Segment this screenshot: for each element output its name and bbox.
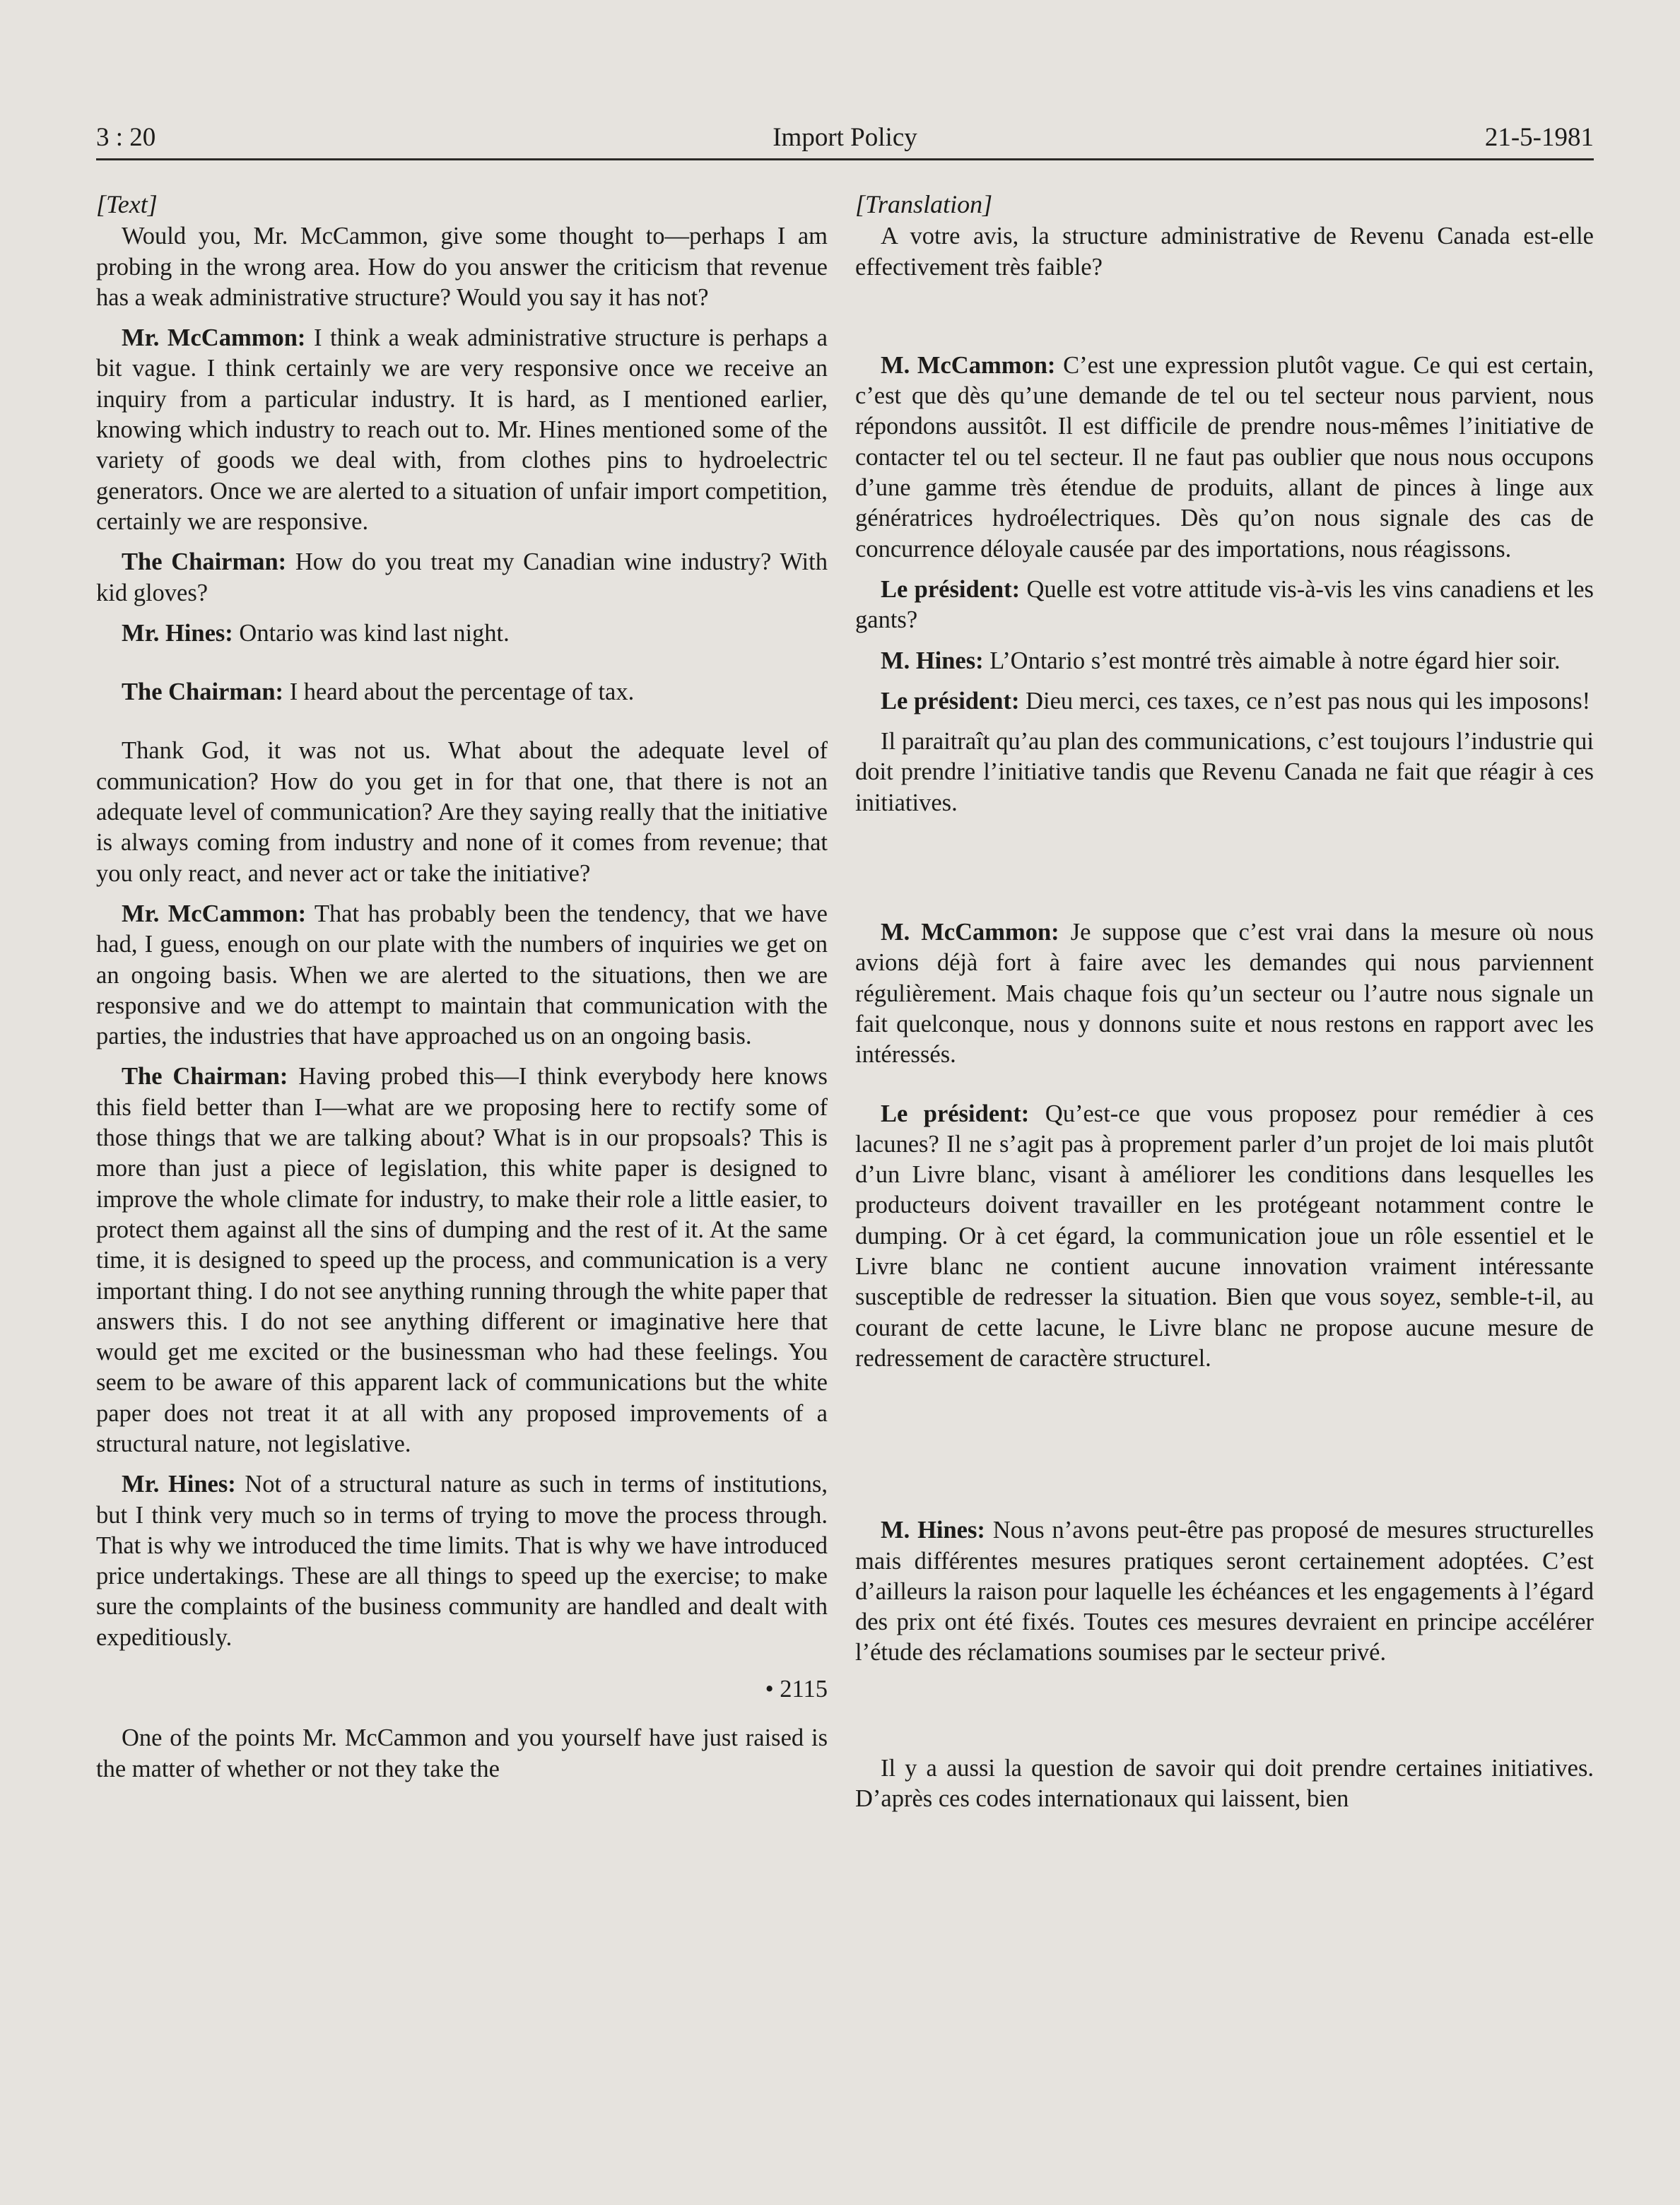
paragraph: Mr. Hines: Not of a structural nature as such in terms of institutions, but I think very much so in terms of trying to move the process through. That is why we introduced the time limits. That is why we have introduced price undertakings. These are all things to speed up the exercise; to make sure the complaints of the business community are handled and dealt with expeditiously. bbox=[96, 1471, 828, 1651]
paragraph: One of the points Mr. McCammon and you yourself have just raised is the matter of whether or not they take the bbox=[96, 1724, 828, 1782]
paragraph: Mr. McCammon: That has probably been the tendency, that we have had, I guess, enough on our plate with the numbers of inquiries we get on an ongoing basis. When we are alerted to the situations, then we are responsive and we do attempt to maintain that communication with the parties, the industries that have approached us on an ongoing basis. bbox=[96, 900, 828, 1050]
speaker-name: Mr. Hines: bbox=[122, 619, 233, 647]
column-label-french: [Translation] bbox=[855, 190, 993, 218]
paragraph: M. McCammon: C’est une expression plutôt vague. Ce qui est certain, c’est que dès qu’une demande de tel ou tel secteur nous parvient, nous répondons aussitôt. Il est difficile de prendre nous-mêmes l’initiative de contacter tel ou tel secteur. Il ne faut pas oublier que nous nous occupons d’une gamme très étendue de produits, allant de pinces à linge aux génératrices hydroélectriques. Dès qu’on nous signale des cas de concurrence déloyale causée par des importations, nous réagissons. bbox=[855, 351, 1594, 563]
speaker-name: M. McCammon: bbox=[881, 919, 1059, 946]
paragraph: Le président: Dieu merci, ces taxes, ce n’est pas nous qui les imposons! bbox=[881, 687, 1591, 715]
page-header bbox=[96, 119, 1594, 160]
paragraph: M. McCammon: Je suppose que c’est vrai dans la mesure où nous avions déjà fort à faire avec les demandes qui nous parviennent régulièrement. Mais chaque fois qu’un secteur ou l’autre nous signale un fait quelconque, nous y donnons suite et nous restons en rapport avec les intéressés. bbox=[855, 919, 1594, 1069]
french-column bbox=[855, 189, 1594, 1824]
paragraph: M. Hines: Nous n’avons peut-être pas proposé de mesures structurelles mais différentes mesures pratiques seront certainement adoptées. C’est d’ailleurs la raison pour laquelle les échéances et les engagements à l’égard des prix ont été fixés. Toutes ces mesures devraient en principe accélérer l’étude des réclamations soumises par le secteur privé. bbox=[855, 1517, 1594, 1666]
paragraph: Le président: Qu’est-ce que vous proposez pour remédier à ces lacunes? Il ne s’agit pas à proprement parler d’un projet de loi mais plutôt d’un Livre blanc, visant à améliorer les conditions dans lesquelles les producteurs doivent travailler en les protégeant notamment contre le dumping. Or à cet égard, la communication joue un rôle essentiel et le Livre blanc ne contient aucune innovation vraiment intéressante susceptible de redresser la situation. Bien que vous soyez, semble-t-il, au courant de cette lacune, le Livre blanc ne propose aucune mesure de redressement de caractère structurel. bbox=[855, 1100, 1594, 1372]
column-label-english: [Text] bbox=[96, 190, 158, 218]
sitting-date: 21-5-1981 bbox=[1484, 123, 1594, 152]
speaker-name: Le président: bbox=[881, 687, 1020, 715]
paragraph: Il paraitraît qu’au plan des communications, c’est toujours l’industrie qui doit prendre l’initiative tandis que Revenu Canada ne fait que réagir à ces initiatives. bbox=[855, 728, 1594, 816]
paragraph: Mr. McCammon: I think a weak administrative structure is perhaps a bit vague. I think certainly we are very responsive once we receive an inquiry from a particular industry. It is hard, as I mentioned earlier, knowing which industry to reach out to. Mr. Hines mentioned some of the variety of goods we deal with, from clothes pins to hydroelectric generators. Once we are alerted to a situation of unfair import competition, certainly we are responsive. bbox=[96, 324, 828, 535]
speaker-name: Mr. McCammon: bbox=[122, 324, 306, 352]
english-column bbox=[96, 189, 828, 1794]
paragraph: Mr. Hines: Ontario was kind last night. bbox=[122, 619, 510, 647]
speaker-name: The Chairman: bbox=[122, 1063, 288, 1090]
paragraph: The Chairman: How do you treat my Canadian wine industry? With kid gloves? bbox=[96, 548, 828, 606]
speaker-name: Le président: bbox=[881, 575, 1021, 603]
paragraph: Would you, Mr. McCammon, give some thought to—perhaps I am probing in the wrong area. How do you answer the criticism that revenue has a weak administrative structure? Would you say it has not? bbox=[96, 223, 828, 311]
speaker-name: Mr. McCammon: bbox=[122, 900, 307, 927]
paragraph: Le président: Quelle est votre attitude vis-à-vis les vins canadiens et les gants? bbox=[855, 575, 1594, 634]
speaker-name: The Chairman: bbox=[122, 548, 287, 576]
speaker-name: M. Hines: bbox=[881, 647, 984, 674]
paragraph: The Chairman: Having probed this—I think everybody here knows this field better than I—what are we proposing here to rectify some of those things that we are talking about? What is in our propsoals? This is more than just a piece of legislation, this white paper is designed to improve the whole climate for industry, to make their role a little easier, to protect them against all the sins of dumping and the rest of it. At the same time, it is designed to speed up the process, and communication is a very important thing. I do not see anything running through the white paper that answers this. I do not see anything different or imaginative here that would get me excited or the businessman who had these feelings. You seem to be aware of this apparent lack of communications but the white paper does not treat it at all with any proposed improvements of a structural nature, not legislative. bbox=[96, 1063, 828, 1457]
paragraph: The Chairman: I heard about the percentage of tax. bbox=[122, 678, 635, 706]
paragraph: M. Hines: L’Ontario s’est montré très aimable à notre égard hier soir. bbox=[881, 647, 1561, 674]
time-marker: • 2115 bbox=[765, 1676, 828, 1703]
paragraph: A votre avis, la structure administrative de Revenu Canada est-elle effectivement très faible? bbox=[855, 223, 1594, 281]
page-number: 3 : 20 bbox=[96, 123, 156, 152]
speaker-name: Le président: bbox=[881, 1100, 1030, 1127]
paragraph: Il y a aussi la question de savoir qui doit prendre certaines initiatives. D’après ces codes internationaux qui laissent, bien bbox=[855, 1754, 1594, 1812]
speaker-name: M. McCammon: bbox=[881, 351, 1056, 379]
speaker-name: The Chairman: bbox=[122, 678, 284, 706]
speaker-name: M. Hines: bbox=[881, 1517, 985, 1544]
running-title: Import Policy bbox=[773, 123, 917, 152]
paragraph: Thank God, it was not us. What about the adequate level of communication? How do you get in for that one, that there is not an adequate level of communication? Are they saying really that the initiative is always coming from industry and none of it comes from revenue; that you only react, and never act or take the initiative? bbox=[96, 737, 828, 887]
speaker-name: Mr. Hines: bbox=[122, 1471, 236, 1498]
